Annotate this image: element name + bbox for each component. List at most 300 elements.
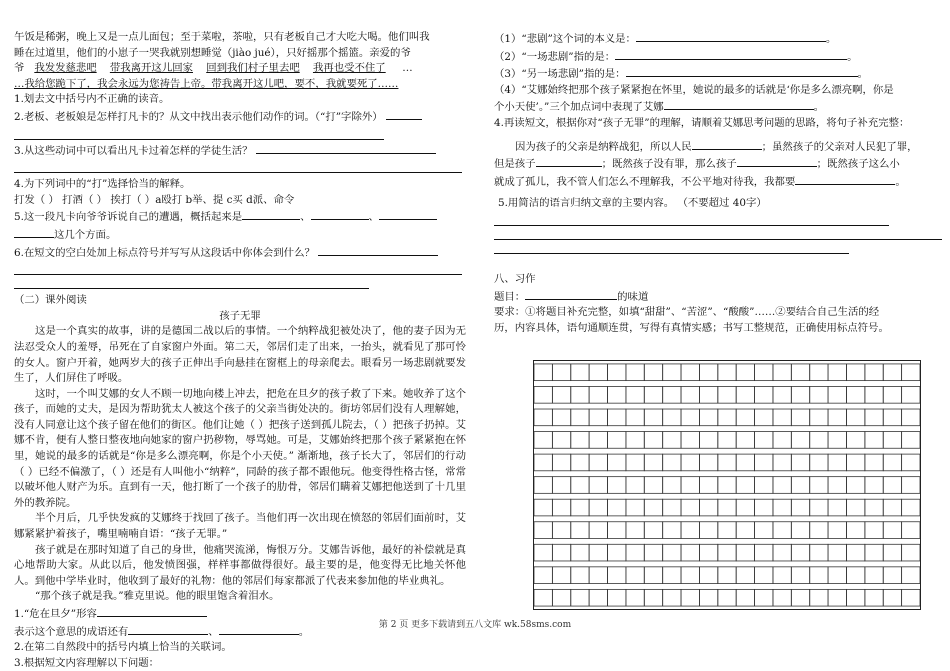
- grid-cell: [626, 544, 644, 561]
- grid-cell: [718, 522, 736, 539]
- answer-line[interactable]: [14, 126, 384, 140]
- grid-cell: [663, 522, 681, 539]
- grid-cell: [571, 454, 589, 471]
- grid-cell: [644, 386, 662, 403]
- grid-cell: [626, 364, 644, 381]
- grid-cell: [626, 499, 644, 516]
- grid-cell: [883, 364, 901, 381]
- grid-cell: [791, 364, 809, 381]
- answer-blank[interactable]: [386, 108, 422, 120]
- grid-cell: [902, 432, 920, 449]
- grid-cell: [791, 477, 809, 494]
- grid-cell: [810, 364, 828, 381]
- question-6: 6.在短文的空白处加上标点符号并写写从这段话中你体会到什么？: [14, 244, 466, 262]
- grid-cell: [608, 522, 626, 539]
- grid-cell: [883, 499, 901, 516]
- answer-blank[interactable]: [379, 208, 437, 220]
- underlined-phrase: 我再也受不住了: [312, 62, 386, 75]
- grid-cell: [736, 499, 754, 516]
- grid-cell: [736, 567, 754, 584]
- grid-cell: [589, 454, 607, 471]
- answer-blank[interactable]: [242, 208, 300, 220]
- grid-cell: [755, 567, 773, 584]
- grid-cell: [902, 522, 920, 539]
- grid-cell: [846, 454, 864, 471]
- grid-cell: [755, 477, 773, 494]
- grid-cell: [902, 386, 920, 403]
- grid-cell: [846, 364, 864, 381]
- grid-cell: [791, 567, 809, 584]
- grid-cell: [902, 364, 920, 381]
- grid-cell: [608, 589, 626, 606]
- grid-cell: [571, 432, 589, 449]
- sub-question-2: （2）“一场悲剧”指的是： 。: [494, 48, 946, 66]
- grid-cell: [736, 477, 754, 494]
- grid-cell: [810, 432, 828, 449]
- grid-cell: [589, 544, 607, 561]
- grid-cell: [810, 409, 828, 426]
- grid-cell: [755, 409, 773, 426]
- grid-cell: [626, 409, 644, 426]
- answer-blank[interactable]: [737, 155, 817, 167]
- answer-blank[interactable]: [318, 244, 438, 256]
- grid-cell: [773, 454, 791, 471]
- grid-cell: [534, 432, 552, 449]
- grid-cell: [663, 499, 681, 516]
- grid-cell: [846, 499, 864, 516]
- grid-cell: [755, 454, 773, 471]
- grid-cell: [773, 522, 791, 539]
- bq-3: 3.根据短文内容理解以下问题：: [14, 656, 159, 669]
- grid-cell: [810, 544, 828, 561]
- grid-cell: [865, 567, 883, 584]
- grid-cell: [718, 409, 736, 426]
- grid-cell: [883, 432, 901, 449]
- grid-cell: [846, 544, 864, 561]
- answer-line[interactable]: [494, 226, 942, 240]
- grid-cell: [571, 499, 589, 516]
- grid-cell: [589, 386, 607, 403]
- grid-cell: [755, 364, 773, 381]
- grid-cell: [681, 409, 699, 426]
- grid-cell: [681, 589, 699, 606]
- grid-cell: [865, 409, 883, 426]
- grid-cell: [828, 386, 846, 403]
- grid-cell: [828, 477, 846, 494]
- grid-cell: [883, 409, 901, 426]
- grid-cell: [791, 454, 809, 471]
- grid-cell: [681, 386, 699, 403]
- grid-cell: [681, 522, 699, 539]
- intro-line: …我给您跪下了，我会永远为您祷告上帝。带我离开这儿吧，要不，我就要死了……: [14, 77, 399, 90]
- grid-cell: [718, 432, 736, 449]
- grid-cell: [828, 409, 846, 426]
- grid-cell: [791, 409, 809, 426]
- grid-cell: [755, 522, 773, 539]
- grid-cell: [699, 454, 717, 471]
- grid-cell: [608, 386, 626, 403]
- grid-cell: [773, 386, 791, 403]
- answer-blank[interactable]: [615, 48, 847, 60]
- question-r5: 5.用简洁的语言归纳文章的主要内容。 （不要超过 40字）: [498, 197, 767, 210]
- grid-cell: [552, 409, 570, 426]
- underlined-phrase: 带我离开这儿回家: [109, 62, 193, 75]
- grid-cell: [699, 477, 717, 494]
- grid-cell: [681, 477, 699, 494]
- grid-cell: [902, 477, 920, 494]
- answer-line[interactable]: [14, 275, 369, 289]
- grid-cell: [773, 567, 791, 584]
- fill-sentence: 就成了孤儿，我不管人们怎么不理解我，不公平地对待我，我都要 。: [494, 173, 946, 191]
- grid-cell: [902, 454, 920, 471]
- grid-cell: [699, 589, 717, 606]
- grid-cell: [663, 432, 681, 449]
- left-column: [14, 30, 466, 671]
- grid-cell: [681, 567, 699, 584]
- grid-cell: [699, 386, 717, 403]
- grid-cell: [846, 477, 864, 494]
- grid-cell: [828, 589, 846, 606]
- grid-cell: [626, 567, 644, 584]
- grid-cell: [534, 477, 552, 494]
- question-3: 3.从这些动词中可以看出凡卡过着怎样的学徒生活？: [14, 142, 466, 160]
- grid-cell: [571, 544, 589, 561]
- grid-cell: [755, 544, 773, 561]
- grid-cell: [883, 454, 901, 471]
- right-column: [494, 30, 946, 336]
- grid-cell: [589, 477, 607, 494]
- grid-cell: [718, 386, 736, 403]
- grid-cell: [736, 522, 754, 539]
- grid-cell: [718, 477, 736, 494]
- grid-cell: [534, 454, 552, 471]
- grid-cell: [810, 477, 828, 494]
- grid-cell: [755, 386, 773, 403]
- grid-cell: [608, 454, 626, 471]
- grid-cell: [681, 364, 699, 381]
- grid-cell: [736, 432, 754, 449]
- grid-cell: [810, 522, 828, 539]
- grid-cell: [865, 364, 883, 381]
- grid-cell: [626, 522, 644, 539]
- grid-cell: [736, 589, 754, 606]
- grid-cell: [571, 567, 589, 584]
- grid-cell: [644, 499, 662, 516]
- intro-line: 午饭是稀粥，晚上又是一点儿面包；至于菜啦，茶啦，只有老板自己才大吃大喝。他们叫我: [14, 31, 430, 43]
- grid-cell: [644, 589, 662, 606]
- bq-2: 2.在第二自然段中的括号内填上恰当的关联词。: [14, 641, 232, 654]
- grid-cell: [883, 477, 901, 494]
- grid-cell: [589, 567, 607, 584]
- grid-cell: [644, 409, 662, 426]
- grid-cell: [865, 522, 883, 539]
- grid-cell: [663, 386, 681, 403]
- grid-cell: [828, 567, 846, 584]
- grid-cell: [534, 544, 552, 561]
- grid-cell: [552, 432, 570, 449]
- grid-cell: [718, 589, 736, 606]
- essay-title: 题目： 的味道: [494, 288, 946, 306]
- grid-cell: [644, 454, 662, 471]
- grid-cell: [589, 589, 607, 606]
- answer-blank[interactable]: [536, 155, 602, 167]
- grid-cell: [828, 499, 846, 516]
- grid-cell: [791, 589, 809, 606]
- grid-cell: [699, 499, 717, 516]
- story-paragraph: 这时，一个叫艾娜的女人不顾一切地向楼上冲去，把危在旦夕的孩子救了下来。她收养了这个孩子，而她的丈夫，是因为帮助犹太人被这个孩子的父亲当街处决的。街坊邻居们没有人理解她，没有人同意让这个孩子留在他们的街区。他们让她（ ）把孩子送到孤儿院去，（ ）把孩子扔掉。艾娜不肯，便有人整日整夜地向她家的窗户扔秽物，辱骂她。可是，艾娜始终把那个孩子紧紧抱在怀里，她说的最多的话就是“你是多么漂亮啊，你是个小天使。” 渐渐地，孩子长大了，邻居们的行动（ ）已经不偏激了，（ ）还是有人叫他小“纳粹”，同龄的孩子都不跟他玩。他变得性格古怪，常常以破坏他人财产为乐。直到有一天，他打断了一个孩子的肋骨，邻居们瞒着艾娜把他送到了十几里外的教养院。: [14, 387, 466, 509]
- grid-cell: [699, 432, 717, 449]
- grid-cell: [902, 567, 920, 584]
- grid-cell: [626, 432, 644, 449]
- grid-cell: [626, 589, 644, 606]
- answer-blank[interactable]: [636, 30, 826, 42]
- grid-cell: [589, 364, 607, 381]
- intro-suffix: …: [402, 62, 413, 75]
- grid-cell: [571, 364, 589, 381]
- grid-cell: [773, 544, 791, 561]
- question-1: 1.划去文中括号内不正确的读音。: [14, 93, 170, 106]
- grid-cell: [589, 522, 607, 539]
- story-paragraph: 孩子就是在那时知道了自己的身世，他痛哭流涕，悔恨万分。艾娜告诉他，最好的补偿就是真心地帮助大家。从此以后，他发愤图强，样样事都做得很好。最主要的是，他变得无比地关怀他人。到他中学毕业时，他收到了最好的礼物：他的邻居们每家都派了代表来参加他的毕业典礼。: [14, 543, 466, 587]
- grid-cell: [718, 544, 736, 561]
- grid-cell: [681, 544, 699, 561]
- grid-cell: [902, 544, 920, 561]
- question-4: 4.为下列词中的“打”选择恰当的解释。: [14, 178, 191, 191]
- grid-cell: [865, 386, 883, 403]
- grid-cell: [571, 386, 589, 403]
- underlined-phrase: 我发发慈悲吧: [34, 62, 97, 75]
- grid-cell: [608, 364, 626, 381]
- q5-cont: 这几个方面。: [14, 226, 466, 244]
- story-paragraph: 半个月后，几乎快发疯的艾娜终于找回了孩子。当他们再一次出现在愤怒的邻居们面前时，艾娜紧紧护着孩子，嘴里喃喃自语：“孩子无罪。”: [14, 512, 466, 541]
- grid-cell: [644, 364, 662, 381]
- grid-cell: [552, 454, 570, 471]
- story-title: 孩子无罪: [219, 309, 261, 322]
- grid-cell: [791, 386, 809, 403]
- grid-cell: [773, 499, 791, 516]
- grid-cell: [846, 432, 864, 449]
- grid-cell: [902, 589, 920, 606]
- grid-cell: [571, 589, 589, 606]
- grid-cell: [718, 454, 736, 471]
- underlined-phrase: 回到我们村子里去吧: [206, 62, 300, 75]
- grid-cell: [534, 386, 552, 403]
- grid-cell: [552, 477, 570, 494]
- grid-cell: [644, 544, 662, 561]
- grid-cell: [552, 589, 570, 606]
- essay-requirement: 历，内容具体，语句通顺连贯，写得有真情实感；书写工整规范，正确使用标点符号。: [494, 321, 889, 334]
- sub-question-4-cont: 个小天使’。”三个加点词中表现了艾娜 。: [494, 98, 946, 116]
- intro-line-underlined: [14, 61, 466, 77]
- grid-cell: [571, 409, 589, 426]
- grid-cell: [626, 477, 644, 494]
- grid-cell: [791, 432, 809, 449]
- question-2: 2.老板、老板娘是怎样打凡卡的？从文中找出表示他们动作的词。（“打”字除外）: [14, 108, 466, 126]
- grid-cell: [828, 544, 846, 561]
- bq-1: 1.“危在旦夕”形容: [14, 605, 466, 623]
- grid-cell: [608, 409, 626, 426]
- grid-cell: [810, 386, 828, 403]
- grid-cell: [663, 364, 681, 381]
- answer-blank[interactable]: [256, 142, 436, 154]
- grid-cell: [755, 499, 773, 516]
- answer-blank[interactable]: [692, 138, 762, 150]
- grid-cell: [810, 589, 828, 606]
- grid-cell: [699, 364, 717, 381]
- grid-cell: [552, 522, 570, 539]
- grid-cell: [736, 364, 754, 381]
- grid-cell: [865, 589, 883, 606]
- grid-cell: [846, 386, 864, 403]
- answer-line[interactable]: [494, 240, 849, 254]
- grid-lines: [534, 361, 920, 609]
- grid-cell: [552, 544, 570, 561]
- answer-blank[interactable]: [311, 208, 369, 220]
- grid-cell: [589, 432, 607, 449]
- grid-cell: [552, 499, 570, 516]
- grid-cell: [883, 589, 901, 606]
- grid-cell: [626, 454, 644, 471]
- intro-prefix: 爷: [14, 62, 25, 75]
- grid-cell: [608, 499, 626, 516]
- grid-cell: [534, 499, 552, 516]
- grid-cell: [608, 567, 626, 584]
- grid-cell: [699, 544, 717, 561]
- grid-cell: [644, 432, 662, 449]
- grid-cell: [571, 477, 589, 494]
- grid-cell: [828, 522, 846, 539]
- answer-blank[interactable]: [97, 605, 207, 617]
- grid-cell: [699, 567, 717, 584]
- grid-cell: [571, 522, 589, 539]
- section-heading: （二）课外阅读: [14, 294, 87, 307]
- bq-1b: 表示这个意思的成语还有 、 。: [14, 623, 466, 641]
- grid-cell: [663, 589, 681, 606]
- story-paragraph: “那个孩子就是我。”雅克里说。他的眼里饱含着泪水。: [35, 590, 280, 603]
- grid-cell: [865, 454, 883, 471]
- grid-cell: [663, 477, 681, 494]
- grid-cell: [718, 364, 736, 381]
- grid-cell: [644, 522, 662, 539]
- grid-cell: [699, 409, 717, 426]
- essay-requirement: 要求：①将题目补充完整，如填“甜甜”、“苦涩”、“酸酸”……②要结合自己生活的经: [494, 306, 880, 319]
- grid-cell: [681, 432, 699, 449]
- grid-cell: [534, 364, 552, 381]
- answer-line[interactable]: [14, 261, 462, 275]
- grid-cell: [589, 499, 607, 516]
- section-heading: 八、习作: [494, 272, 536, 285]
- grid-cell: [608, 544, 626, 561]
- grid-cell: [791, 544, 809, 561]
- grid-cell: [718, 567, 736, 584]
- grid-cell: [534, 567, 552, 584]
- grid-cell: [681, 454, 699, 471]
- answer-blank[interactable]: [795, 173, 895, 185]
- grid-cell: [699, 522, 717, 539]
- grid-cell: [534, 409, 552, 426]
- grid-cell: [810, 499, 828, 516]
- answer-blank[interactable]: [664, 98, 814, 110]
- grid-cell: [718, 499, 736, 516]
- grid-cell: [810, 454, 828, 471]
- grid-cell: [626, 386, 644, 403]
- grid-cell: [552, 386, 570, 403]
- grid-cell: [608, 432, 626, 449]
- grid-cell: [865, 544, 883, 561]
- grid-cell: [791, 499, 809, 516]
- grid-cell: [534, 522, 552, 539]
- grid-cell: [644, 567, 662, 584]
- intro-line: 睡在过道里，他们的小崽子一哭我就别想睡觉（jiào jué），只好摇那个摇篮。亲爱的爷: [14, 46, 411, 59]
- story-paragraph: 这是一个真实的故事，讲的是德国二战以后的事情。一个纳粹战犯被处决了，他的妻子因为无法忍受众人的羞辱，吊死在了自家窗户外面。第二天，邻居们走了出来，一抬头，就看见了那可怜的女人。窗户开着，她两岁大的孩子正伸出手向悬挂在窗框上的母亲爬去。眼看另一场悲剧就要发生了，人们屏住了呼吸。: [14, 325, 466, 385]
- grid-cell: [828, 454, 846, 471]
- answer-blank[interactable]: [14, 226, 54, 238]
- grid-cell: [846, 522, 864, 539]
- page-footer: 第 2 页 更多下载请到五八文库 wk.58sms.com: [378, 620, 572, 630]
- question-r4: 4.再读短文，根据你对“孩子无罪”的理解，请顺着艾娜思考问题的思路，将句子补充完整：: [494, 116, 910, 129]
- grid-cell: [828, 364, 846, 381]
- grid-cell: [552, 364, 570, 381]
- grid-cell: [773, 432, 791, 449]
- title-blank[interactable]: [525, 288, 617, 300]
- grid-cell: [865, 499, 883, 516]
- grid-cell: [663, 567, 681, 584]
- grid-cell: [755, 432, 773, 449]
- grid-cell: [681, 499, 699, 516]
- sub-question-3: （3）“另一场悲剧”指的是： 。: [494, 65, 946, 83]
- grid-cell: [736, 454, 754, 471]
- grid-cell: [773, 589, 791, 606]
- grid-cell: [663, 454, 681, 471]
- grid-cell: [736, 386, 754, 403]
- grid-cell: [552, 567, 570, 584]
- grid-cell: [883, 544, 901, 561]
- sub-question-1: （1）“悲剧”这个词的本义是： 。: [494, 30, 946, 48]
- grid-cell: [810, 567, 828, 584]
- grid-cell: [663, 544, 681, 561]
- sub-question-4: （4）“艾娜始终把那个孩子紧紧抱在怀里，她说的最多的话就是‘你是多么漂亮啊，你是: [494, 83, 894, 96]
- writing-grid[interactable]: [533, 360, 921, 610]
- grid-cell: [644, 477, 662, 494]
- fill-sentence: 因为孩子的父亲是纳粹战犯，所以人民 ；虽然孩子的父亲对人民犯了罪，: [494, 138, 946, 156]
- grid-cell: [865, 432, 883, 449]
- grid-cell: [883, 567, 901, 584]
- fill-sentence: 但是孩子 ；既然孩子没有罪，那么孩子 ；既然孩子这么小: [494, 155, 946, 173]
- grid-cell: [755, 589, 773, 606]
- grid-cell: [846, 409, 864, 426]
- grid-cell: [865, 477, 883, 494]
- grid-cell: [773, 477, 791, 494]
- grid-cell: [791, 522, 809, 539]
- grid-cell: [589, 409, 607, 426]
- grid-cell: [608, 477, 626, 494]
- answer-blank[interactable]: [626, 65, 858, 77]
- answer-line[interactable]: [14, 159, 462, 173]
- answer-line[interactable]: [494, 212, 889, 226]
- grid-cell: [773, 364, 791, 381]
- grid-cell: [846, 567, 864, 584]
- q4-words: 打发（ ） 打酒（ ） 挨打（ ）a殴打 b举、提 c买 d派、命令: [14, 193, 295, 206]
- grid-cell: [773, 409, 791, 426]
- grid-cell: [534, 589, 552, 606]
- grid-cell: [883, 386, 901, 403]
- grid-cell: [846, 589, 864, 606]
- grid-cell: [902, 409, 920, 426]
- grid-cell: [663, 409, 681, 426]
- question-5: 5.这一段凡卡向爷爷诉说自己的遭遇，概括起来是 、 、: [14, 208, 466, 226]
- grid-cell: [736, 409, 754, 426]
- grid-cell: [883, 522, 901, 539]
